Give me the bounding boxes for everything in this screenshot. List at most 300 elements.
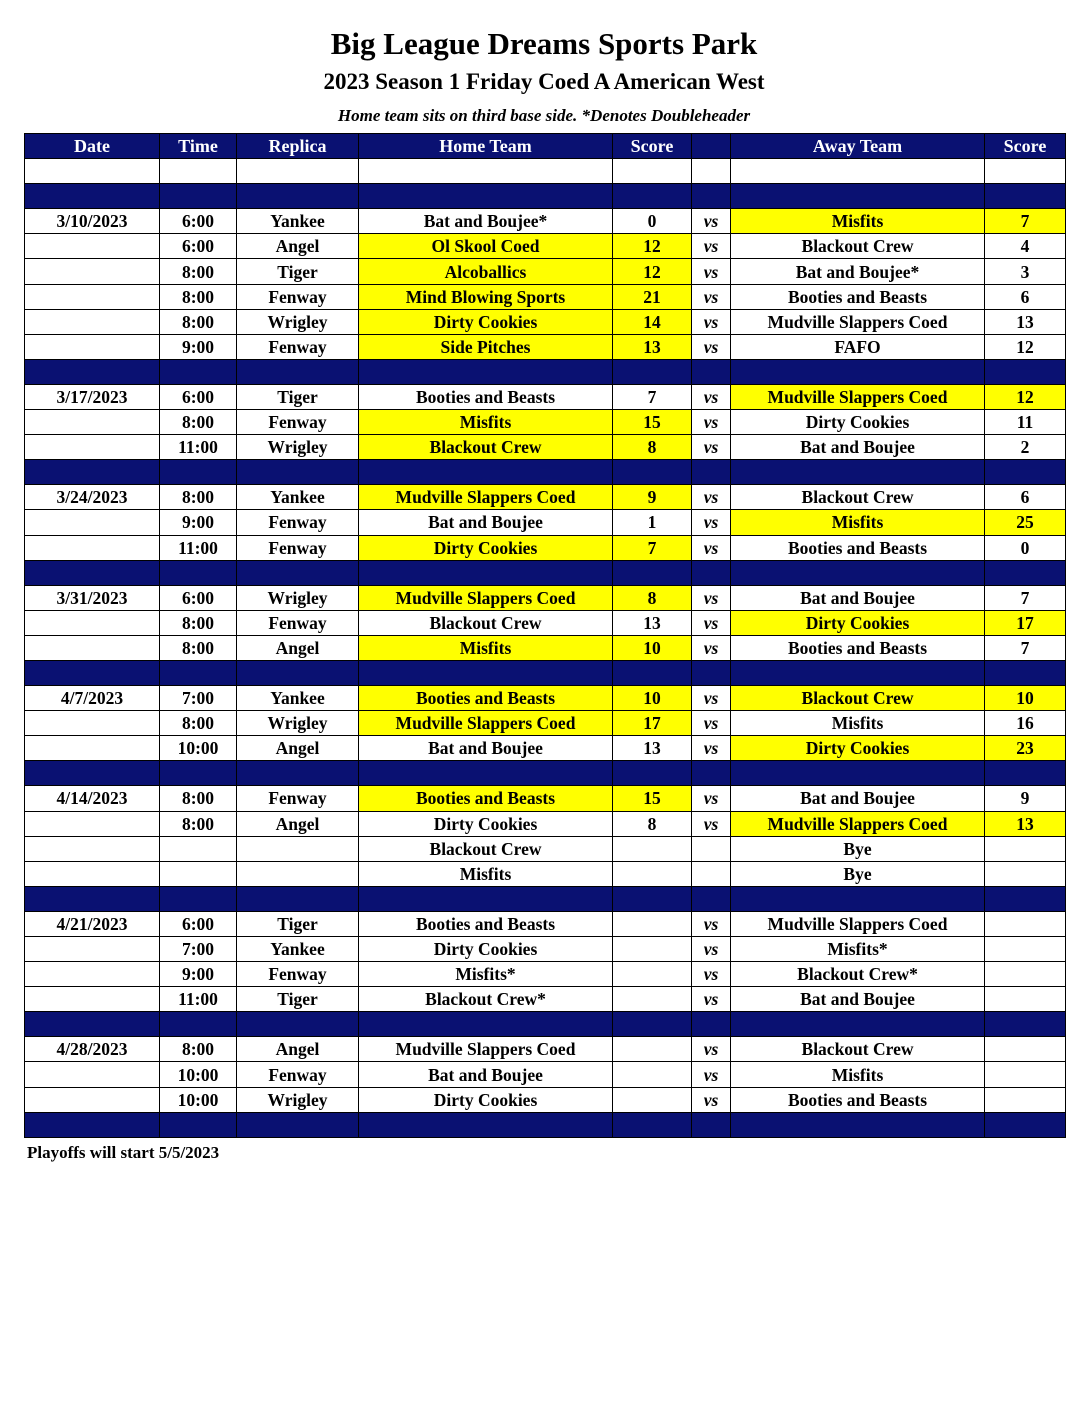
time-cell: 11:00 <box>160 435 237 460</box>
week-separator-row-cell <box>731 184 985 209</box>
home-team-cell: Booties and Beasts <box>359 786 613 811</box>
vs-cell: vs <box>692 786 731 811</box>
away-score-cell: 7 <box>985 635 1066 660</box>
game-row <box>25 535 1066 560</box>
week-separator-row-cell <box>160 1012 237 1037</box>
replica-cell: Yankee <box>237 485 359 510</box>
home-score-cell <box>613 911 692 936</box>
replica-cell: Fenway <box>237 510 359 535</box>
away-team-cell: Mudville Slappers Coed <box>731 811 985 836</box>
game-row <box>25 259 1066 284</box>
home-score-cell: 0 <box>613 209 692 234</box>
time-cell: 8:00 <box>160 1037 237 1062</box>
game-row <box>25 786 1066 811</box>
week-separator-row-cell <box>160 886 237 911</box>
vs-cell: vs <box>692 736 731 761</box>
time-cell: 7:00 <box>160 686 237 711</box>
date-cell: 4/21/2023 <box>25 911 160 936</box>
col-header-home-score: Score <box>613 134 692 159</box>
week-separator-row-cell <box>160 560 237 585</box>
week-separator-row-cell <box>731 886 985 911</box>
week-separator-row-cell <box>613 761 692 786</box>
date-cell <box>25 535 160 560</box>
time-cell: 10:00 <box>160 1062 237 1087</box>
away-score-cell <box>985 1087 1066 1112</box>
replica-cell: Wrigley <box>237 585 359 610</box>
week-separator-row-cell <box>237 1012 359 1037</box>
away-score-cell: 12 <box>985 334 1066 359</box>
away-score-cell: 25 <box>985 510 1066 535</box>
away-score-cell <box>985 962 1066 987</box>
away-score-cell: 7 <box>985 209 1066 234</box>
game-row <box>25 209 1066 234</box>
home-team-cell: Mind Blowing Sports <box>359 284 613 309</box>
vs-cell: vs <box>692 485 731 510</box>
replica-cell: Fenway <box>237 284 359 309</box>
replica-cell: Fenway <box>237 535 359 560</box>
game-row <box>25 811 1066 836</box>
replica-cell: Fenway <box>237 786 359 811</box>
date-cell <box>25 987 160 1012</box>
date-cell <box>25 635 160 660</box>
playoffs-note: Playoffs will start 5/5/2023 <box>27 1143 220 1162</box>
week-separator-row-cell <box>359 184 613 209</box>
date-cell <box>25 284 160 309</box>
home-score-cell <box>613 987 692 1012</box>
date-cell <box>25 309 160 334</box>
week-separator-row-cell <box>237 886 359 911</box>
away-score-cell: 9 <box>985 786 1066 811</box>
week-separator-row-cell <box>985 1012 1066 1037</box>
week-separator-row-cell <box>160 660 237 685</box>
col-header-time: Time <box>160 134 237 159</box>
replica-cell: Yankee <box>237 686 359 711</box>
time-cell: 9:00 <box>160 510 237 535</box>
vs-cell: vs <box>692 209 731 234</box>
week-separator-row-cell <box>25 886 160 911</box>
week-separator-row-cell <box>985 460 1066 485</box>
away-team-cell: Blackout Crew <box>731 1037 985 1062</box>
time-cell: 11:00 <box>160 987 237 1012</box>
time-cell: 8:00 <box>160 786 237 811</box>
home-team-cell: Misfits <box>359 410 613 435</box>
away-team-cell: Bat and Boujee <box>731 435 985 460</box>
vs-cell: vs <box>692 384 731 409</box>
vs-cell: vs <box>692 937 731 962</box>
week-separator-row-cell <box>731 1012 985 1037</box>
week-separator-row-cell <box>359 560 613 585</box>
week-separator-row-cell <box>613 560 692 585</box>
home-team-cell: Ol Skool Coed <box>359 234 613 259</box>
vs-cell: vs <box>692 1037 731 1062</box>
vs-cell: vs <box>692 1062 731 1087</box>
replica-cell: Tiger <box>237 987 359 1012</box>
home-team-cell: Alcoballics <box>359 259 613 284</box>
home-team-cell: Booties and Beasts <box>359 384 613 409</box>
time-cell: 9:00 <box>160 334 237 359</box>
home-score-cell: 12 <box>613 259 692 284</box>
week-separator-row-cell <box>985 184 1066 209</box>
week-separator-row-cell <box>160 184 237 209</box>
time-cell: 10:00 <box>160 736 237 761</box>
blank-row-cell <box>160 159 237 184</box>
vs-cell: vs <box>692 635 731 660</box>
vs-cell: vs <box>692 435 731 460</box>
game-row <box>25 711 1066 736</box>
game-row <box>25 585 1066 610</box>
away-team-cell: Misfits <box>731 209 985 234</box>
away-score-cell: 11 <box>985 410 1066 435</box>
game-row <box>25 686 1066 711</box>
date-cell <box>25 1062 160 1087</box>
home-score-cell: 7 <box>613 384 692 409</box>
home-team-cell: Booties and Beasts <box>359 911 613 936</box>
home-team-cell: Dirty Cookies <box>359 1087 613 1112</box>
time-cell: 8:00 <box>160 485 237 510</box>
time-cell: 8:00 <box>160 811 237 836</box>
home-score-cell: 9 <box>613 485 692 510</box>
time-cell: 10:00 <box>160 1087 237 1112</box>
home-score-cell: 10 <box>613 635 692 660</box>
home-team-cell: Dirty Cookies <box>359 811 613 836</box>
replica-cell: Yankee <box>237 937 359 962</box>
time-cell <box>160 836 237 861</box>
week-separator-row-cell <box>613 1112 692 1137</box>
week-separator-row-cell <box>160 761 237 786</box>
away-team-cell: Misfits <box>731 1062 985 1087</box>
date-cell <box>25 259 160 284</box>
col-header-date: Date <box>25 134 160 159</box>
week-separator-row-cell <box>985 761 1066 786</box>
vs-cell: vs <box>692 610 731 635</box>
home-team-cell: Blackout Crew <box>359 836 613 861</box>
schedule-body <box>25 159 1066 1138</box>
date-cell: 4/7/2023 <box>25 686 160 711</box>
away-team-cell: Mudville Slappers Coed <box>731 309 985 334</box>
home-team-cell: Misfits <box>359 635 613 660</box>
week-separator-row-cell <box>731 359 985 384</box>
home-team-cell: Dirty Cookies <box>359 309 613 334</box>
week-separator-row-cell <box>25 184 160 209</box>
date-cell <box>25 234 160 259</box>
date-cell: 3/24/2023 <box>25 485 160 510</box>
home-score-cell <box>613 1037 692 1062</box>
home-team-cell: Booties and Beasts <box>359 686 613 711</box>
away-team-cell: Booties and Beasts <box>731 1087 985 1112</box>
week-separator-row-cell <box>613 886 692 911</box>
home-score-cell: 12 <box>613 234 692 259</box>
week-separator-row-cell <box>731 761 985 786</box>
vs-cell <box>692 861 731 886</box>
away-team-cell: Misfits <box>731 711 985 736</box>
time-cell: 6:00 <box>160 911 237 936</box>
vs-cell: vs <box>692 334 731 359</box>
home-score-cell: 8 <box>613 811 692 836</box>
date-cell: 3/10/2023 <box>25 209 160 234</box>
page-title: Big League Dreams Sports Park <box>330 26 758 61</box>
time-cell: 8:00 <box>160 284 237 309</box>
home-score-cell: 21 <box>613 284 692 309</box>
away-score-cell: 6 <box>985 485 1066 510</box>
replica-cell <box>237 836 359 861</box>
week-separator-row-cell <box>160 460 237 485</box>
away-score-cell: 10 <box>985 686 1066 711</box>
replica-cell: Wrigley <box>237 711 359 736</box>
time-cell: 8:00 <box>160 711 237 736</box>
away-team-cell: Bat and Boujee <box>731 585 985 610</box>
away-score-cell: 23 <box>985 736 1066 761</box>
time-cell <box>160 861 237 886</box>
time-cell: 11:00 <box>160 535 237 560</box>
replica-cell: Fenway <box>237 1062 359 1087</box>
week-separator-row-cell <box>237 560 359 585</box>
away-team-cell: Misfits* <box>731 937 985 962</box>
week-separator-row-cell <box>613 359 692 384</box>
away-team-cell: Mudville Slappers Coed <box>731 384 985 409</box>
header-row <box>25 134 1066 159</box>
away-team-cell: Bye <box>731 836 985 861</box>
date-cell <box>25 435 160 460</box>
away-team-cell: Misfits <box>731 510 985 535</box>
game-row <box>25 234 1066 259</box>
home-team-cell: Misfits <box>359 861 613 886</box>
replica-cell: Tiger <box>237 911 359 936</box>
away-score-cell <box>985 987 1066 1012</box>
away-score-cell: 12 <box>985 384 1066 409</box>
game-row <box>25 1037 1066 1062</box>
home-score-cell: 1 <box>613 510 692 535</box>
away-team-cell: Booties and Beasts <box>731 635 985 660</box>
home-team-cell: Blackout Crew <box>359 435 613 460</box>
date-cell <box>25 962 160 987</box>
time-cell: 8:00 <box>160 610 237 635</box>
week-separator-row-cell <box>692 660 731 685</box>
date-cell: 3/17/2023 <box>25 384 160 409</box>
vs-cell: vs <box>692 535 731 560</box>
col-header-away-team: Away Team <box>731 134 985 159</box>
away-score-cell <box>985 861 1066 886</box>
vs-cell: vs <box>692 585 731 610</box>
time-cell: 8:00 <box>160 309 237 334</box>
blank-row-cell <box>359 159 613 184</box>
week-separator-row-cell <box>237 184 359 209</box>
week-separator-row-cell <box>25 660 160 685</box>
col-header-replica: Replica <box>237 134 359 159</box>
week-separator-row-cell <box>25 460 160 485</box>
week-separator-row-cell <box>692 1112 731 1137</box>
week-separator-row-cell <box>359 886 613 911</box>
replica-cell: Angel <box>237 635 359 660</box>
week-separator-row-cell <box>985 1112 1066 1137</box>
schedule-table <box>24 133 1066 1138</box>
week-separator-row-cell <box>613 460 692 485</box>
replica-cell: Angel <box>237 736 359 761</box>
week-separator-row <box>25 359 1066 384</box>
game-row <box>25 635 1066 660</box>
week-separator-row-cell <box>985 886 1066 911</box>
date-cell <box>25 736 160 761</box>
week-separator-row-cell <box>25 359 160 384</box>
game-row <box>25 485 1066 510</box>
away-score-cell: 4 <box>985 234 1066 259</box>
away-team-cell: Dirty Cookies <box>731 736 985 761</box>
col-header-home-team: Home Team <box>359 134 613 159</box>
week-separator-row-cell <box>731 1112 985 1137</box>
away-team-cell: Bat and Boujee <box>731 786 985 811</box>
away-team-cell: Bat and Boujee <box>731 987 985 1012</box>
date-cell <box>25 510 160 535</box>
time-cell: 6:00 <box>160 234 237 259</box>
week-separator-row-cell <box>25 560 160 585</box>
game-row <box>25 937 1066 962</box>
away-score-cell: 7 <box>985 585 1066 610</box>
date-cell <box>25 861 160 886</box>
away-team-cell: Blackout Crew <box>731 234 985 259</box>
blank-row-cell <box>731 159 985 184</box>
time-cell: 7:00 <box>160 937 237 962</box>
vs-cell: vs <box>692 259 731 284</box>
away-team-cell: Booties and Beasts <box>731 535 985 560</box>
time-cell: 6:00 <box>160 209 237 234</box>
home-score-cell <box>613 962 692 987</box>
away-team-cell: Blackout Crew* <box>731 962 985 987</box>
home-score-cell <box>613 861 692 886</box>
away-score-cell: 17 <box>985 610 1066 635</box>
week-separator-row-cell <box>359 1012 613 1037</box>
away-score-cell: 2 <box>985 435 1066 460</box>
home-score-cell: 8 <box>613 585 692 610</box>
home-score-cell: 17 <box>613 711 692 736</box>
home-score-cell: 15 <box>613 786 692 811</box>
game-row <box>25 836 1066 861</box>
replica-cell: Yankee <box>237 209 359 234</box>
away-score-cell <box>985 1037 1066 1062</box>
week-separator-row-cell <box>359 359 613 384</box>
away-team-cell: Mudville Slappers Coed <box>731 911 985 936</box>
home-team-cell: Dirty Cookies <box>359 535 613 560</box>
vs-cell: vs <box>692 284 731 309</box>
week-separator-row-cell <box>359 660 613 685</box>
away-team-cell: Blackout Crew <box>731 686 985 711</box>
replica-cell: Fenway <box>237 334 359 359</box>
home-score-cell: 13 <box>613 334 692 359</box>
vs-cell: vs <box>692 962 731 987</box>
week-separator-row <box>25 1012 1066 1037</box>
game-row <box>25 736 1066 761</box>
home-score-cell <box>613 1087 692 1112</box>
date-cell <box>25 1087 160 1112</box>
game-row <box>25 911 1066 936</box>
vs-cell: vs <box>692 309 731 334</box>
week-separator-row <box>25 560 1066 585</box>
date-cell <box>25 937 160 962</box>
away-score-cell <box>985 836 1066 861</box>
replica-cell: Angel <box>237 1037 359 1062</box>
home-score-cell <box>613 836 692 861</box>
week-separator-row-cell <box>359 460 613 485</box>
vs-cell: vs <box>692 510 731 535</box>
home-team-cell: Side Pitches <box>359 334 613 359</box>
home-score-cell: 14 <box>613 309 692 334</box>
game-row <box>25 334 1066 359</box>
replica-cell: Fenway <box>237 962 359 987</box>
home-team-cell: Bat and Boujee <box>359 736 613 761</box>
vs-cell <box>692 836 731 861</box>
week-separator-row-cell <box>731 660 985 685</box>
game-row <box>25 309 1066 334</box>
date-cell <box>25 711 160 736</box>
home-team-cell: Bat and Boujee* <box>359 209 613 234</box>
game-row <box>25 435 1066 460</box>
away-team-cell: Dirty Cookies <box>731 610 985 635</box>
week-separator-row-cell <box>692 560 731 585</box>
game-row <box>25 510 1066 535</box>
vs-cell: vs <box>692 987 731 1012</box>
date-cell: 4/28/2023 <box>25 1037 160 1062</box>
vs-cell: vs <box>692 410 731 435</box>
home-team-cell: Mudville Slappers Coed <box>359 711 613 736</box>
week-separator-row <box>25 761 1066 786</box>
week-separator-row-cell <box>25 761 160 786</box>
week-separator-row-cell <box>25 1112 160 1137</box>
date-cell <box>25 811 160 836</box>
away-score-cell: 16 <box>985 711 1066 736</box>
week-separator-row-cell <box>160 1112 237 1137</box>
home-team-cell: Blackout Crew* <box>359 987 613 1012</box>
replica-cell: Angel <box>237 234 359 259</box>
week-separator-row-cell <box>692 761 731 786</box>
blank-row-cell <box>237 159 359 184</box>
home-score-cell: 13 <box>613 736 692 761</box>
home-score-cell: 10 <box>613 686 692 711</box>
game-row <box>25 962 1066 987</box>
replica-cell: Tiger <box>237 259 359 284</box>
week-separator-row-cell <box>692 886 731 911</box>
away-score-cell: 3 <box>985 259 1066 284</box>
home-team-cell: Mudville Slappers Coed <box>359 585 613 610</box>
away-score-cell <box>985 937 1066 962</box>
game-row <box>25 1087 1066 1112</box>
week-separator-row <box>25 660 1066 685</box>
week-separator-row-cell <box>237 460 359 485</box>
away-score-cell: 6 <box>985 284 1066 309</box>
date-cell: 4/14/2023 <box>25 786 160 811</box>
week-separator-row-cell <box>237 660 359 685</box>
home-team-cell: Dirty Cookies <box>359 937 613 962</box>
blank-row-cell <box>692 159 731 184</box>
away-score-cell: 13 <box>985 309 1066 334</box>
replica-cell: Wrigley <box>237 309 359 334</box>
week-separator-row-cell <box>985 560 1066 585</box>
date-cell <box>25 334 160 359</box>
week-separator-row <box>25 886 1066 911</box>
week-separator-row <box>25 184 1066 209</box>
away-team-cell: Blackout Crew <box>731 485 985 510</box>
vs-cell: vs <box>692 911 731 936</box>
blank-row-cell <box>613 159 692 184</box>
week-separator-row-cell <box>692 184 731 209</box>
home-team-cell: Misfits* <box>359 962 613 987</box>
replica-cell: Fenway <box>237 610 359 635</box>
vs-cell: vs <box>692 686 731 711</box>
replica-cell: Tiger <box>237 384 359 409</box>
replica-cell: Fenway <box>237 410 359 435</box>
game-row <box>25 384 1066 409</box>
week-separator-row-cell <box>613 184 692 209</box>
week-separator-row-cell <box>731 560 985 585</box>
away-team-cell: FAFO <box>731 334 985 359</box>
col-header-vs <box>692 134 731 159</box>
